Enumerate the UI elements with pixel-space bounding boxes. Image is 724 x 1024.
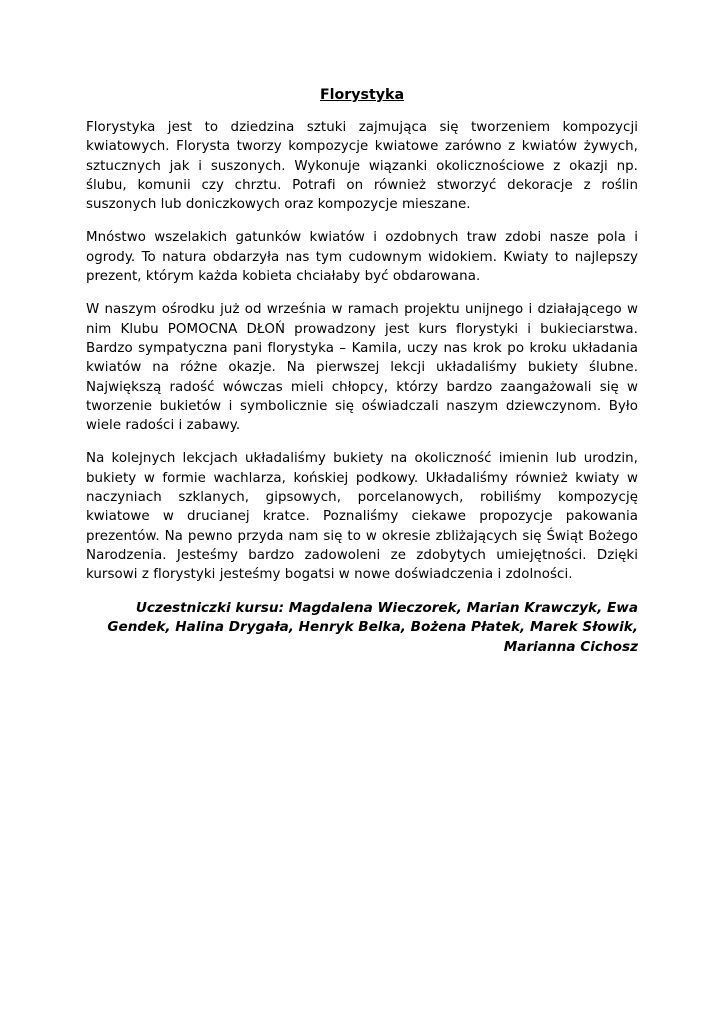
document-page	[86, 86, 638, 657]
paragraph-flowers: Mnóstwo wszelakich gatunków kwiatów i ozdobnych traw zdobi nasze pola i ogrody. To natura obdarzyła nas tym cudownym widokiem. Kwiaty to najlepszy prezent, którym każda kobieta chciałaby być obdarowana.	[86, 230, 638, 285]
paragraph-intro: Florystyka jest to dziedzina sztuki zajmująca się tworzeniem kompozycji kwiatowych. Florysta tworzy kompozycje kwiatowe zarówno z kwiatów żywych, sztucznych jak i suszonych. Wykonuje wiązanki okolicznościowe z okazji np. ślubu, komunii czy chrztu. Potrafi on również stworzyć dekoracje z roślin suszonych lub doniczkowych oraz kompozycje mieszane.	[86, 120, 638, 213]
paragraph-course: W naszym ośrodku już od września w ramach projektu unijnego i działającego w nim Klubu POMOCNA DŁOŃ prowadzony jest kurs florystyki i bukieciarstwa. Bardzo sympatyczna pani florystyka – Kamila, uczy nas krok po kroku układania kwiatów na różne okazje. Na pierwszej lekcji układaliśmy bukiety ślubne. Największą radość wówczas mieli chłopcy, którzy bardzo zaangażowali się w tworzenie bukietów i symbolicznie się oświadczali naszym dziewczynom. Było wiele radości i zabawy.	[86, 302, 638, 434]
participants-signature: Uczestniczki kursu: Magdalena Wieczorek, Marian Krawczyk, Ewa Gendek, Halina Drygała, Henryk Belka, Bożena Płatek, Marek Słowik, Marianna Cichosz	[107, 599, 638, 655]
paragraph-lessons: Na kolejnych lekcjach układaliśmy bukiety na okoliczność imienin lub urodzin, bukiety w formie wachlarza, końskiej podkowy. Układaliśmy również kwiaty w naczyniach szklanych, gipsowych, porcelanowych, robiliśmy kompozycję kwiatowe w drucianej kratce. Poznaliśmy ciekawe propozycje pakowania prezentów. Na pewno przyda nam się to w okresie zbliżających się Świąt Bożego Narodzenia. Jesteśmy bardzo zadowoleni ze zdobytych umiejętności. Dzięki kursowi z florystyki jesteśmy bogatsi w nowe doświadczenia i zdolności.	[86, 451, 638, 583]
document-title: Florystyka	[319, 87, 405, 103]
